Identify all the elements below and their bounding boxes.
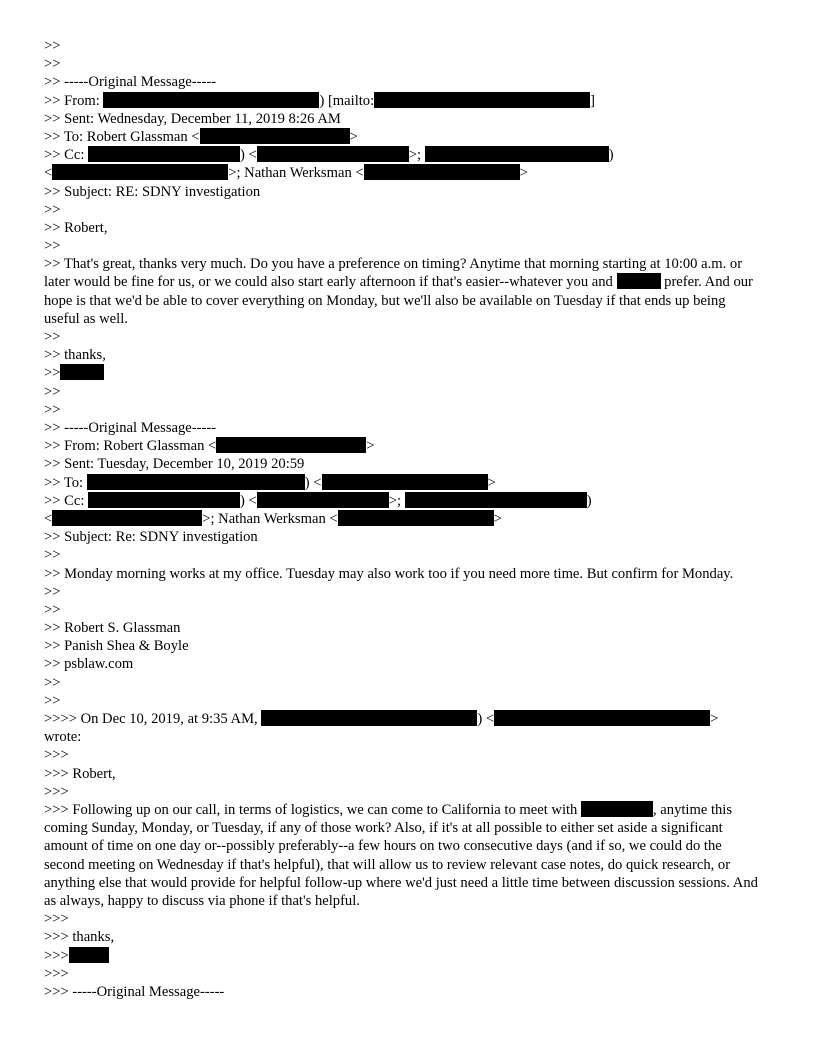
signoff: >>> thanks,	[44, 929, 115, 946]
cc-line	[44, 492, 764, 510]
quote-line: >>	[44, 583, 61, 600]
quote-line: >>	[44, 401, 61, 418]
from-line	[44, 437, 764, 455]
redaction-bar	[374, 92, 590, 108]
signoff: >> thanks,	[44, 347, 106, 364]
body-paragraph	[44, 255, 764, 328]
cc-label: >> Cc:	[44, 492, 89, 509]
quote-line: >>>	[44, 911, 69, 928]
redaction-bar	[617, 273, 661, 289]
cc-nathan: >; Nathan Werksman <	[202, 510, 338, 527]
redaction-bar	[322, 474, 488, 490]
cc-line	[44, 146, 764, 164]
body-text: >>> Following up on our call, in terms of logistics, we can come to California to meet with	[44, 801, 581, 818]
salutation: >>> Robert,	[44, 765, 116, 782]
cc-label: >> Cc:	[44, 147, 89, 164]
redaction-bar	[405, 492, 587, 508]
quote-line: >>	[44, 601, 61, 618]
from-line	[44, 92, 764, 110]
signature-firm: >> Panish Shea & Boyle	[44, 638, 189, 655]
from-label: >> From: Robert Glassman <	[44, 438, 217, 455]
redaction-bar	[60, 364, 104, 380]
redaction-bar	[69, 947, 109, 963]
angle-close: >	[519, 165, 528, 182]
quote-line: >>>	[44, 965, 69, 982]
angle-open: <	[44, 165, 53, 182]
redaction-bar	[87, 474, 305, 490]
quote-line: >>	[44, 329, 61, 346]
reply-header-line	[44, 710, 764, 728]
signature-website: >> psblaw.com	[44, 656, 134, 673]
from-label: >> From:	[44, 92, 104, 109]
redaction-bar	[103, 92, 319, 108]
body-text: , anytime this coming Sunday, Monday, or Tuesday, if any of those work? Also, if it's at all possible to either set aside a significant amount of time on one day or--possibly preferably--a few hours on two consecutive days (and if so, we could do the second meeting on Wednesday if that's helpful), that will allow us to review relevant case notes, do quick research, or anything else that would provide for helpful follow-up where we'd just need a little time between discussion sessions. And as always, happy to discuss via phone if that's helpful.	[44, 801, 758, 909]
quote-line: >>>	[44, 747, 69, 764]
cc-paren-close: )	[608, 147, 614, 164]
redaction-bar	[425, 146, 609, 162]
to-label: >> To:	[44, 474, 87, 491]
subject-line: >> Subject: Re: SDNY investigation	[44, 529, 258, 546]
redaction-bar	[581, 801, 653, 817]
body-text: prefer. And our hope is that we'd be able to cover everything on Monday, but we'll also be available on Tuesday if that ends up being useful as well.	[44, 274, 753, 327]
redaction-bar	[200, 128, 350, 144]
cc-continuation-line	[44, 510, 764, 528]
reply-header-text: >>>> On Dec 10, 2019, at 9:35 AM,	[44, 711, 262, 728]
to-label: >> To: Robert Glassman <	[44, 128, 200, 145]
reply-separator: ) <	[477, 711, 495, 728]
cc-continuation-line	[44, 164, 764, 182]
subject-line: >> Subject: RE: SDNY investigation	[44, 183, 261, 200]
redaction-bar	[52, 510, 202, 526]
angle-close: >	[710, 711, 719, 728]
quote-marker: >>	[44, 365, 61, 382]
redaction-bar	[338, 510, 494, 526]
bracket-close: ]	[590, 92, 596, 109]
salutation: >> Robert,	[44, 219, 108, 236]
mailto-label: ) [mailto:	[319, 92, 375, 109]
original-message-header: >>> -----Original Message-----	[44, 983, 225, 1000]
redaction-bar	[88, 146, 240, 162]
quote-line: >>	[44, 238, 61, 255]
cc-separator: >;	[408, 147, 425, 164]
sent-line: >> Sent: Tuesday, December 10, 2019 20:59	[44, 456, 305, 473]
body-paragraph	[44, 801, 764, 910]
quote-line: >>	[44, 38, 61, 54]
to-line	[44, 474, 764, 492]
wrote-line: wrote:	[44, 729, 82, 746]
body-text: >> That's great, thanks very much. Do you have a preference on timing? Anytime that morning starting at 10:00 a.m. or later would be fine for us, or we could also start early afternoon if that's easier--whatever you and	[44, 256, 743, 291]
redaction-bar	[494, 710, 710, 726]
quote-line: >>	[44, 56, 61, 73]
original-message-header: >> -----Original Message-----	[44, 420, 217, 436]
body-paragraph: >> Monday morning works at my office. Tuesday may also work too if you need more time. But confirm for Monday.	[44, 565, 734, 582]
cc-separator: >;	[388, 492, 405, 509]
quote-line: >>	[44, 674, 61, 691]
sent-line: >> Sent: Wednesday, December 11, 2019 8:26 AM	[44, 110, 341, 127]
to-line	[44, 128, 764, 146]
angle-close: >	[487, 474, 496, 491]
angle-close: >	[349, 128, 358, 145]
quote-line: >>	[44, 201, 61, 218]
redaction-bar	[364, 164, 520, 180]
quote-line: >>	[44, 383, 61, 400]
signature-line	[44, 947, 764, 965]
angle-open: <	[44, 510, 53, 527]
angle-close: >	[493, 510, 502, 527]
cc-separator: ) <	[240, 147, 257, 164]
quote-line: >>	[44, 547, 61, 564]
quote-line: >>>	[44, 783, 69, 800]
angle-close: >	[366, 438, 375, 455]
redaction-bar	[257, 492, 389, 508]
cc-separator: ) <	[240, 492, 257, 509]
redaction-bar	[261, 710, 477, 726]
cc-nathan: >; Nathan Werksman <	[228, 165, 364, 182]
cc-paren-close: )	[586, 492, 592, 509]
quote-marker: >>>	[44, 947, 69, 964]
redaction-bar	[257, 146, 409, 162]
signature-line	[44, 364, 764, 382]
quote-line: >>	[44, 692, 61, 709]
original-message-header: >> -----Original Message-----	[44, 74, 217, 91]
redaction-bar	[216, 437, 366, 453]
signature-name: >> Robert S. Glassman	[44, 620, 181, 637]
to-separator: ) <	[304, 474, 322, 491]
email-thread	[44, 37, 764, 1001]
redaction-bar	[52, 164, 228, 180]
redaction-bar	[88, 492, 240, 508]
